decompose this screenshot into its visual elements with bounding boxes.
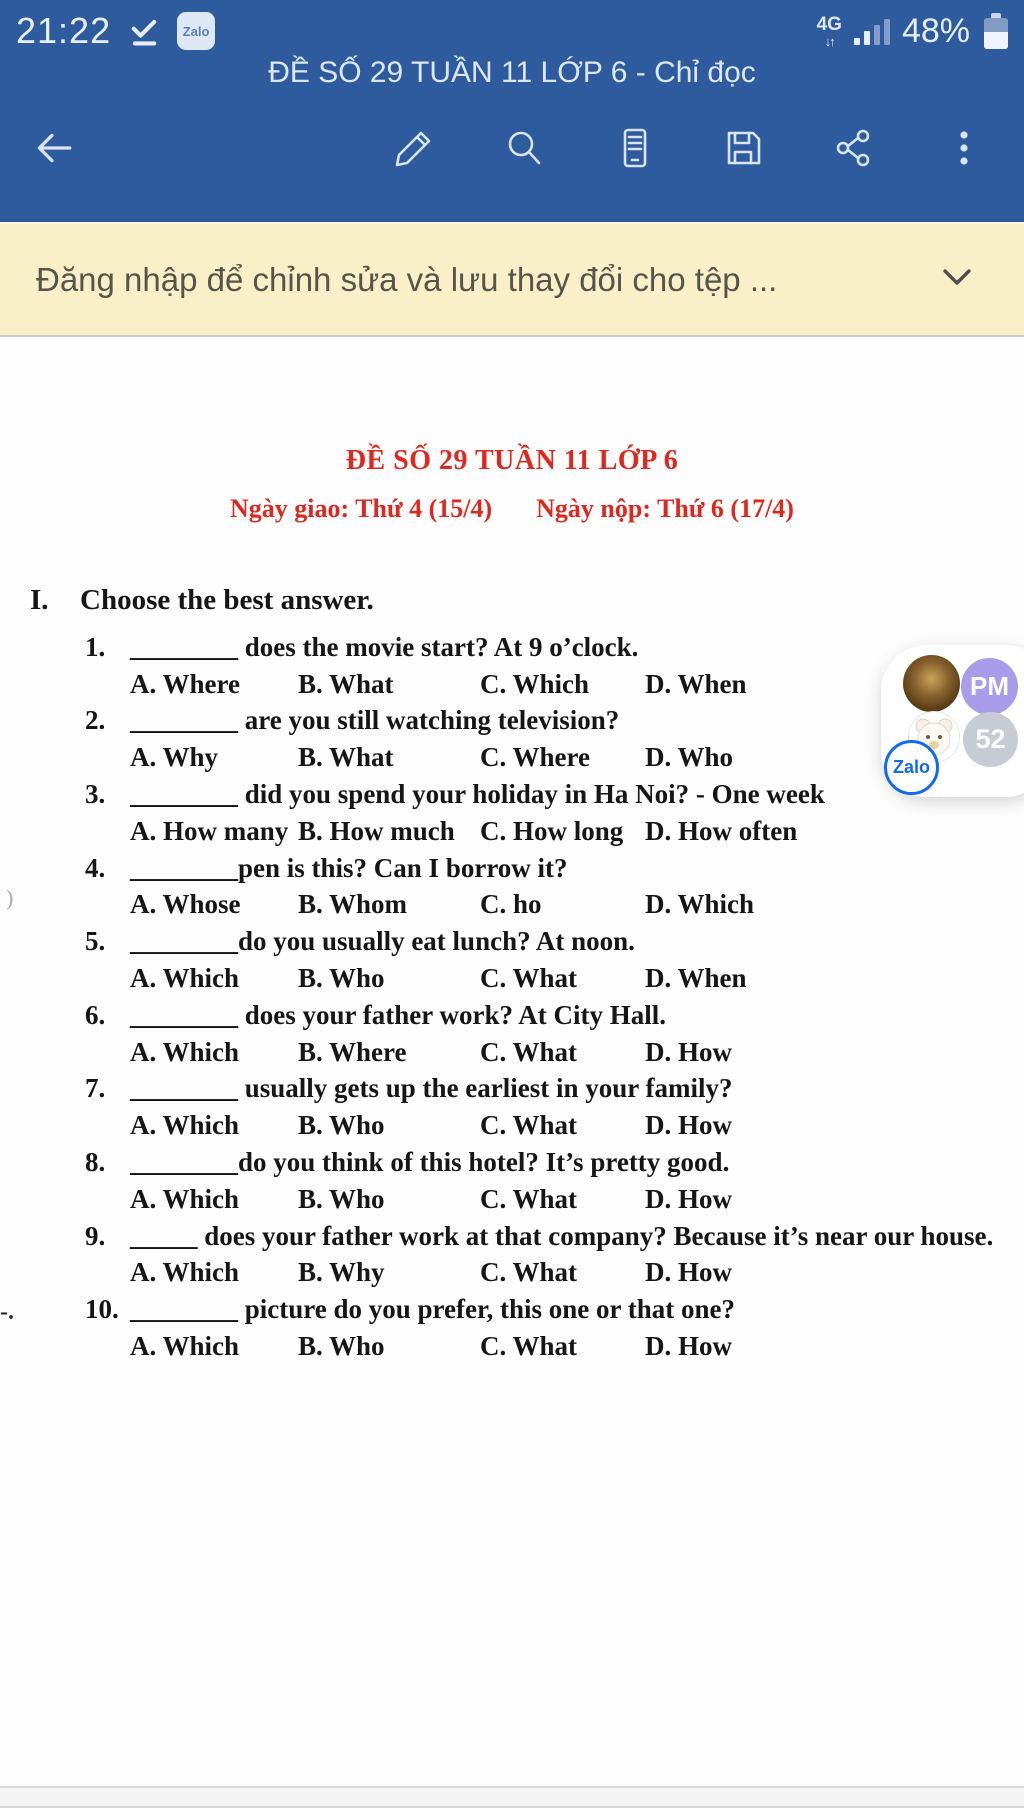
option-d: D. How <box>645 1331 732 1362</box>
option-b: B. Who <box>298 1110 385 1141</box>
options-row <box>130 887 1024 924</box>
question-number: 3. <box>85 779 106 810</box>
option-c: C. What <box>480 1183 578 1214</box>
question-text: ________ does the movie start? At 9 o’clock. <box>130 631 639 662</box>
option-d: D. When <box>645 668 747 699</box>
question-number: 5. <box>85 926 106 957</box>
question-block <box>0 776 1024 850</box>
option-d: D. How <box>645 1183 732 1214</box>
save-button[interactable] <box>720 124 768 172</box>
option-b: B. What <box>298 742 394 773</box>
option-a: A. How many <box>130 815 289 846</box>
option-a: A. Which <box>130 1110 240 1141</box>
zalo-logo-bubble[interactable]: Zalo <box>884 740 939 795</box>
zalo-notification-icon <box>177 12 215 50</box>
option-a: A. Whose <box>130 889 241 920</box>
question-line <box>0 923 1024 960</box>
status-right-group <box>817 12 1008 51</box>
option-c: C. What <box>480 1110 578 1141</box>
network-4g-icon <box>817 15 842 48</box>
question-number: 4. <box>85 852 106 883</box>
question-block <box>0 1071 1024 1145</box>
assigned-date: Ngày giao: Thứ 4 (15/4) <box>230 494 493 523</box>
app-header <box>0 0 1024 222</box>
question-line <box>0 703 1024 740</box>
question-text: ________ does your father work? At City Hall. <box>130 999 666 1030</box>
option-b: B. Who <box>298 963 385 994</box>
option-c: C. What <box>480 963 578 994</box>
battery-icon <box>984 13 1008 49</box>
scan-artifact-paren: ) <box>6 885 14 910</box>
search-button[interactable] <box>500 124 548 172</box>
option-b: B. Why <box>298 1257 385 1288</box>
signin-banner[interactable] <box>0 222 1024 335</box>
question-number: 1. <box>85 631 106 662</box>
option-a: A. Which <box>130 1331 240 1362</box>
edit-pencil-button[interactable] <box>390 124 438 172</box>
chat-avatar-photo[interactable] <box>903 655 960 712</box>
question-number: 9. <box>85 1220 106 1251</box>
option-d: D. Who <box>645 742 734 773</box>
chat-unread-count-badge[interactable]: 52 <box>963 712 1018 767</box>
option-c: C. ho <box>480 889 542 920</box>
option-d: D. When <box>645 963 747 994</box>
section-title: Choose the best answer. <box>80 584 374 616</box>
question-line <box>0 997 1024 1034</box>
question-text: ________ are you still watching television? <box>130 705 620 736</box>
question-block <box>0 923 1024 997</box>
question-line <box>0 776 1024 813</box>
scan-artifact-dash: -. <box>0 1299 14 1325</box>
option-c: C. What <box>480 1036 578 1067</box>
chat-pm-badge[interactable]: PM <box>961 658 1018 715</box>
download-done-icon <box>127 14 161 48</box>
question-block <box>0 703 1024 777</box>
section-heading <box>0 584 1024 617</box>
question-block <box>0 1218 1024 1292</box>
options-row <box>130 960 1024 997</box>
option-c: C. Which <box>480 668 590 699</box>
overflow-menu-button[interactable] <box>940 124 988 172</box>
question-block <box>0 1291 1024 1365</box>
document-page[interactable] <box>0 337 1024 1786</box>
option-a: A. Which <box>130 1036 240 1067</box>
battery-percent: 48% <box>901 11 970 50</box>
option-c: C. Where <box>480 742 590 773</box>
question-line <box>0 1218 1024 1255</box>
options-row <box>130 813 1024 850</box>
clock: 21:22 <box>16 10 112 51</box>
network-arrows: ↓↑ <box>824 33 834 49</box>
option-d: D. How <box>645 1036 732 1067</box>
share-button[interactable] <box>830 124 878 172</box>
question-number: 6. <box>85 999 106 1030</box>
option-b: B. Whom <box>298 889 408 920</box>
questions <box>0 629 1024 1365</box>
option-c: C. What <box>480 1257 578 1288</box>
question-text: ________ did you spend your holiday in Ha Noi? - One week <box>130 779 825 810</box>
toolbar <box>0 100 1024 196</box>
option-a: A. Which <box>130 963 240 994</box>
mobile-view-button[interactable] <box>610 124 658 172</box>
zalo-icon-label: Zalo <box>182 23 210 39</box>
option-a: A. Which <box>130 1183 240 1214</box>
signal-strength-icon <box>854 17 890 45</box>
question-block <box>0 629 1024 703</box>
question-number: 8. <box>85 1147 106 1178</box>
due-date: Ngày nộp: Thứ 6 (17/4) <box>536 494 794 523</box>
page-break-bar <box>0 1786 1024 1808</box>
option-b: B. How much <box>298 815 455 846</box>
toolbar-actions <box>390 124 994 172</box>
option-b: B. Where <box>298 1036 407 1067</box>
option-d: D. How <box>645 1257 732 1288</box>
question-line <box>0 1291 1024 1328</box>
question-text: ________pen is this? Can I borrow it? <box>130 852 568 883</box>
signin-banner-text: Đăng nhập để chỉnh sửa và lưu thay đổi cho tệp ... <box>36 260 778 298</box>
option-d: D. How often <box>645 815 798 846</box>
options-row <box>130 1255 1024 1292</box>
option-a: A. Which <box>130 1257 240 1288</box>
question-block <box>0 997 1024 1071</box>
question-text: _____ does your father work at that company? Because it’s near our house. <box>130 1220 994 1251</box>
question-text: ________ picture do you prefer, this one or that one? <box>130 1294 736 1325</box>
option-b: B. Who <box>298 1183 385 1214</box>
chevron-down-icon[interactable] <box>942 268 988 291</box>
document-title-bar: ĐỀ SỐ 29 TUẦN 11 LỚP 6 - Chỉ đọc <box>268 56 756 89</box>
exam-title: ĐỀ SỐ 29 TUẦN 11 LỚP 6 <box>345 445 679 476</box>
question-number: 7. <box>85 1073 106 1104</box>
option-a: A. Where <box>130 668 240 699</box>
exam-dates <box>0 494 1024 524</box>
question-block <box>0 1144 1024 1218</box>
option-a: A. Why <box>130 742 219 773</box>
option-d: D. How <box>645 1110 732 1141</box>
question-line <box>0 629 1024 666</box>
option-d: D. Which <box>645 889 755 920</box>
options-row <box>130 1328 1024 1365</box>
chat-head-cluster[interactable] <box>881 645 1024 797</box>
question-block <box>0 850 1024 924</box>
network-type-label: 4G <box>816 13 842 35</box>
question-line <box>0 1144 1024 1181</box>
option-c: C. How long <box>480 815 624 846</box>
back-button[interactable] <box>30 124 78 172</box>
question-number: 10. <box>85 1294 119 1325</box>
question-number: 2. <box>85 705 106 736</box>
option-c: C. What <box>480 1331 578 1362</box>
section-number: I. <box>30 584 49 616</box>
question-text: ________do you think of this hotel? It’s pretty good. <box>130 1147 730 1178</box>
question-text: ________do you usually eat lunch? At noon. <box>130 926 635 957</box>
options-row <box>130 1034 1024 1071</box>
option-b: B. What <box>298 668 394 699</box>
option-b: B. Who <box>298 1331 385 1362</box>
options-row <box>130 1107 1024 1144</box>
options-row <box>130 1181 1024 1218</box>
question-line <box>0 850 1024 887</box>
status-bar <box>0 0 1024 58</box>
question-text: ________ usually gets up the earliest in your family? <box>130 1073 733 1104</box>
question-line <box>0 1071 1024 1108</box>
